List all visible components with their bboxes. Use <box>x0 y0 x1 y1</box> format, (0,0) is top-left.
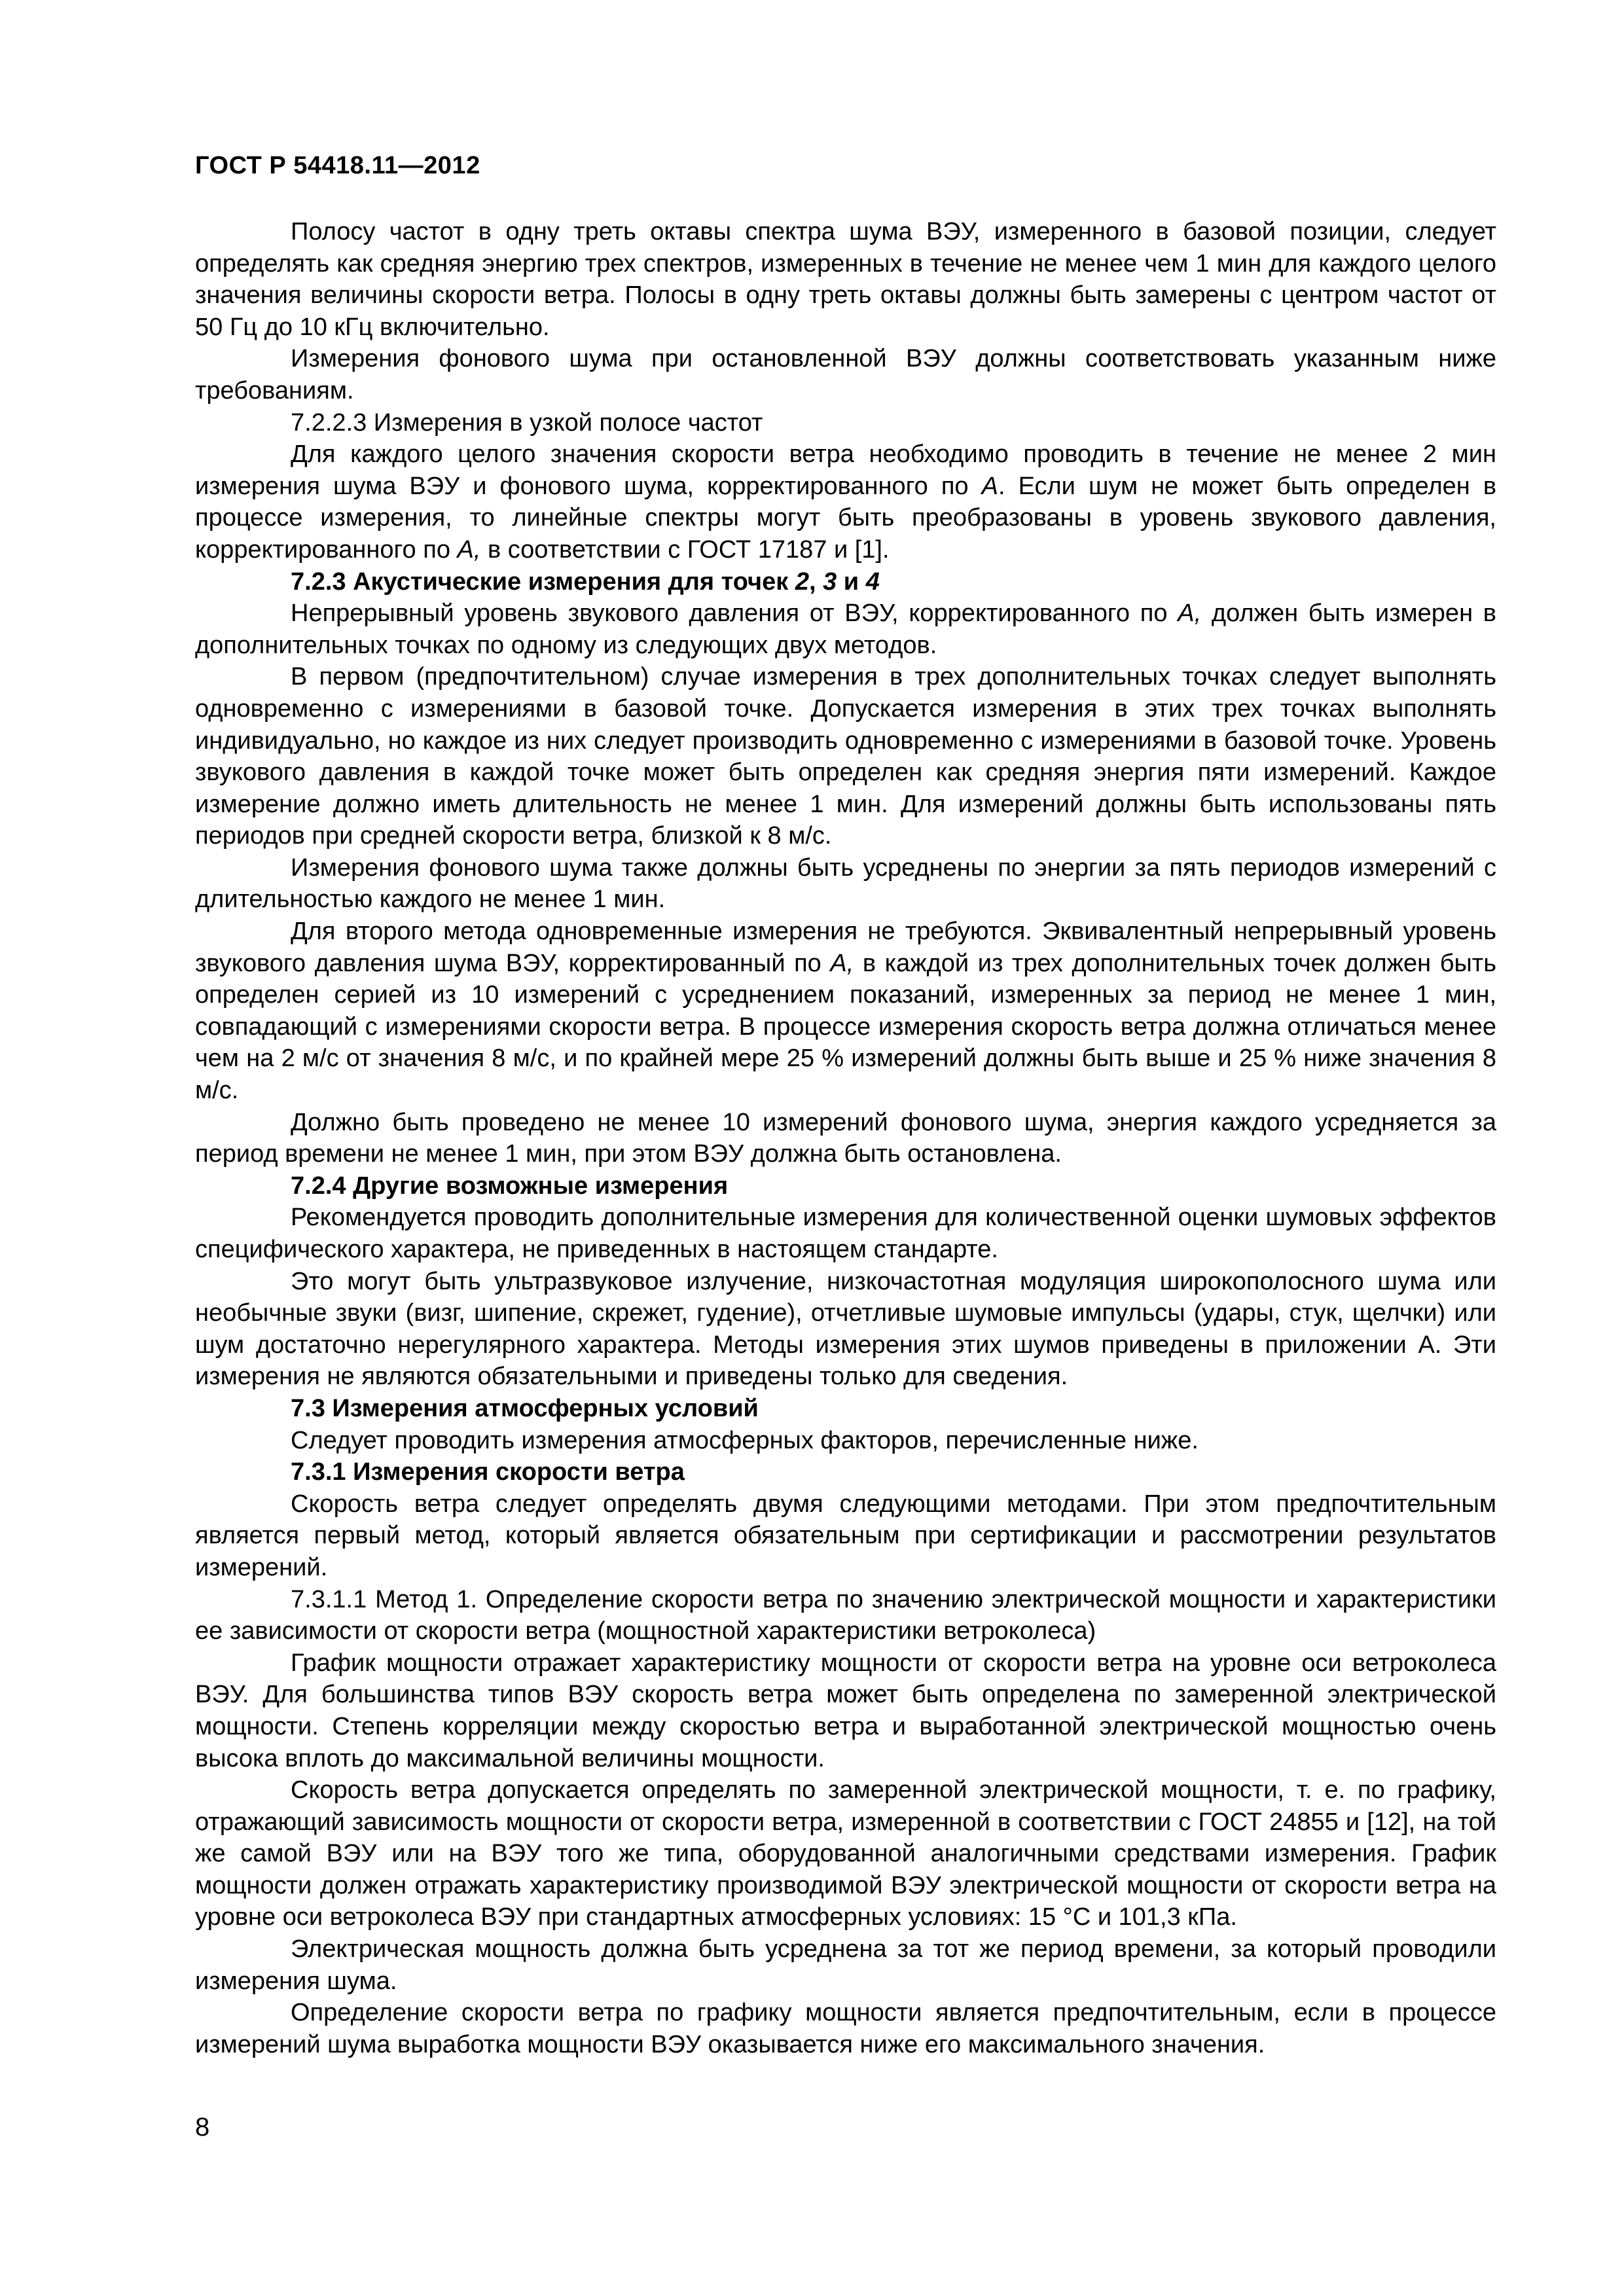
section-heading-7-3: 7.3 Измерения атмосферных условий <box>291 1394 759 1422</box>
paragraph: Измерения фонового шума при остановленной ВЭУ должны соответствовать указанным ниже требованиям. <box>195 345 1496 404</box>
paragraph: График мощности отражает характеристику мощности от скорости ветра на уровне оси ветроколеса ВЭУ. Для большинства типов ВЭУ скорость ветра может быть определена по замеренной электрической мощности. Степень корреляции между скоростью ветра и выработанной электрической мощностью очень высока вплоть до максимальной величины мощности. <box>195 1649 1496 1772</box>
paragraph: Полосу частот в одну треть октавы спектра шума ВЭУ, измеренного в базовой позиции, следует определять как средняя энергию трех спектров, измеренных в течение не менее чем 1 мин для каждого целого значения величины скорости ветра. Полосы в одну треть октавы должны быть замерены с центром частот от 50 Гц до 10 кГц включительно. <box>195 218 1496 341</box>
section-heading-7-3-1: 7.3.1 Измерения скорости ветра <box>291 1458 685 1486</box>
paragraph: Измерения фонового шума также должны быть усреднены по энергии за пять периодов измерений с длительностью каждого не менее 1 мин. <box>195 853 1496 914</box>
paragraph: Электрическая мощность должна быть усреднена за тот же период времени, за который проводили измерения шума. <box>195 1935 1496 1995</box>
paragraph: Должно быть проведено не менее 10 измерений фонового шума, энергия каждого усредняется за период времени не менее 1 мин, при этом ВЭУ должна быть остановлена. <box>195 1108 1496 1168</box>
paragraph: Скорость ветра допускается определять по замеренной электрической мощности, т. е. по графику, отражающий зависимость мощности от скорости ветра, измеренной в соответствии с ГОСТ 24855 и [12], на той же самой ВЭУ или на ВЭУ того же типа, оборудованной аналогичными средствами измерения. График мощности должен отражать характеристику производимой ВЭУ электрической мощности от скорости ветра на уровне оси ветроколеса ВЭУ при стандартных атмосферных условиях: 15 °С и 101,3 кПа. <box>195 1776 1496 1931</box>
paragraph: Определение скорости ветра по графику мощности является предпочтительным, если в процессе измерений шума выработка мощности ВЭУ оказывается ниже его максимального значения. <box>195 1999 1496 2058</box>
section-heading-7-2-3: 7.2.3 Акустические измерения для точек 2, 3 и 4 <box>291 567 880 596</box>
document-header: ГОСТ Р 54418.11—2012 <box>195 152 480 179</box>
paragraph: Непрерывный уровень звукового давления от ВЭУ, корректированного по А, должен быть измерен в дополнительных точках по одному из следующих двух методов. <box>195 600 1496 659</box>
document-body <box>195 216 1496 2060</box>
paragraph: Для каждого целого значения скорости ветра необходимо проводить в течение не менее 2 мин измерения шума ВЭУ и фонового шума, корректированного по А. Если шум не может быть определен в процессе измерения, то линейные спектры могут быть преобразованы в уровень звукового давления, корректированного по А, в соответствии с ГОСТ 17187 и [1]. <box>195 440 1497 564</box>
paragraph: Это могут быть ультразвуковое излучение, низкочастотная модуляция широкополосного шума или необычные звуки (визг, шипение, скрежет, гудение), отчетливые шумовые импульсы (удары, стук, щелчки) или шум достаточно нерегулярного характера. Методы измерения этих шумов приведены в приложении А. Эти измерения не являются обязательными и приведены только для сведения. <box>195 1267 1496 1391</box>
paragraph: В первом (предпочтительном) случае измерения в трех дополнительных точках следует выполнять одновременно с измерениями в базовой точке. Допускается измерения в этих трех точках выполнять индивидуально, но каждое из них следует производить одновременно с измерениями в базовой точке. Уровень звукового давления в каждой точке может быть определен как средняя энергия пяти измерений. Каждое измерение должно иметь длительность не менее 1 мин. Для измерений должны быть использованы пять периодов при средней скорости ветра, близкой к 8 м/с. <box>195 663 1496 850</box>
section-heading-7-2-4: 7.2.4 Другие возможные измерения <box>291 1172 729 1200</box>
paragraph: Скорость ветра следует определять двумя следующими методами. При этом предпочтительным является первый метод, который является обязательным при сертификации и рассмотрении результатов измерений. <box>195 1490 1496 1581</box>
paragraph: Следует проводить измерения атмосферных факторов, перечисленные ниже. <box>291 1426 1199 1454</box>
paragraph: 7.3.1.1 Метод 1. Определение скорости ветра по значению электрической мощности и характеристики ее зависимости от скорости ветра (мощностной характеристики ветроколеса) <box>195 1585 1496 1645</box>
paragraph: Рекомендуется проводить дополнительные измерения для количественной оценки шумовых эффектов специфического характера, не приведенных в настоящем стандарте. <box>195 1204 1496 1263</box>
paragraph: Для второго метода одновременные измерения не требуются. Эквивалентный непрерывный уровень звукового давления шума ВЭУ, корректированный по А, в каждой из трех дополнительных точек должен быть определен серией из 10 измерений с усреднением показаний, измеренных за период не менее 1 мин, совпадающий с измерениями скорости ветра. В процессе измерения скорость ветра должна отличаться менее чем на 2 м/с от значения 8 м/с, и по крайней мере 25 % измерений должны быть выше и 25 % ниже значения 8 м/с. <box>195 918 1496 1105</box>
page-number: 8 <box>195 2113 210 2142</box>
subsection-title-7-2-2-3: 7.2.2.3 Измерения в узкой полосе частот <box>291 408 763 437</box>
